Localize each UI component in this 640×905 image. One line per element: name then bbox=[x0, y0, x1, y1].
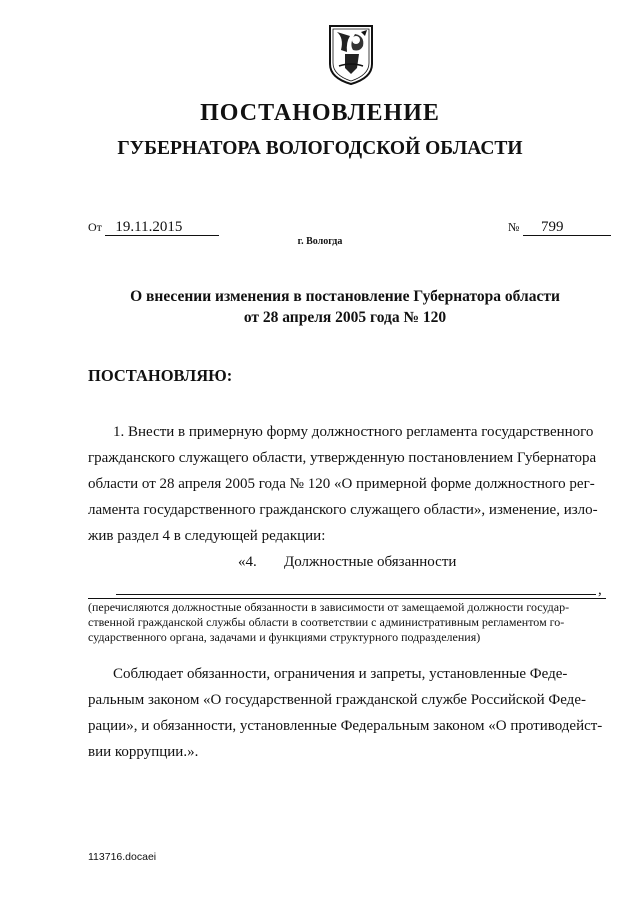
subject-line-2: от 28 апреля 2005 года № 120 bbox=[243, 309, 447, 326]
subject-line-1: О внесении изменения в постановление Губернатора области bbox=[130, 288, 560, 305]
para2-line-1: Соблюдает обязанности, ограничения и запреты, установленные Феде- bbox=[113, 666, 568, 682]
section-number: «4. bbox=[238, 554, 257, 570]
city-label: г. Вологда bbox=[297, 236, 343, 247]
coat-of-arms-icon bbox=[327, 22, 375, 86]
decree-heading: ПОСТАНОВЛЯЮ: bbox=[88, 366, 233, 385]
note-rule bbox=[88, 598, 606, 599]
document-title: ПОСТАНОВЛЕНИЕ bbox=[200, 100, 440, 126]
blank-line bbox=[116, 594, 596, 595]
number-prefix: № bbox=[508, 220, 520, 234]
file-reference: 113716.docaei bbox=[88, 851, 157, 863]
para2-line-2: ральным законом «О государственной гражданской службе Российской Феде- bbox=[88, 692, 586, 708]
date-value: 19.11.2015 bbox=[105, 220, 219, 236]
document-subtitle: ГУБЕРНАТОРА ВОЛОГОДСКОЙ ОБЛАСТИ bbox=[117, 138, 523, 159]
note-line-2: ственной гражданской службы области в соответствии с административным регламентом го- bbox=[88, 615, 565, 629]
number-block bbox=[508, 220, 611, 236]
item1-line-1: 1. Внести в примерную форму должностного регламента государственного bbox=[113, 424, 594, 440]
note-line-3: сударственного органа, задачами и функциями структурного подразделения) bbox=[88, 630, 481, 644]
item1-line-2: гражданского служащего области, утвержденную постановлением Губернатора bbox=[88, 450, 597, 466]
item1-line-5: жив раздел 4 в следующей редакции: bbox=[88, 528, 326, 544]
date-prefix: От bbox=[88, 220, 102, 234]
para2-line-3: рации», и обязанности, установленные Федеральным законом «О противодейст- bbox=[88, 718, 603, 734]
section-title: Должностные обязанности bbox=[284, 554, 457, 570]
date-block bbox=[88, 220, 219, 236]
note-line-1: (перечисляются должностные обязанности в зависимости от замещаемой должности государ- bbox=[88, 600, 570, 614]
item1-line-4: ламента государственного гражданского служащего области», изменение, изло- bbox=[88, 502, 598, 518]
item1-line-3: области от 28 апреля 2005 года № 120 «О примерной форме должностного рег- bbox=[88, 476, 595, 492]
blank-line-comma: , bbox=[598, 582, 602, 598]
para2-line-4: вии коррупции.». bbox=[88, 744, 199, 760]
number-value: 799 bbox=[523, 220, 611, 236]
